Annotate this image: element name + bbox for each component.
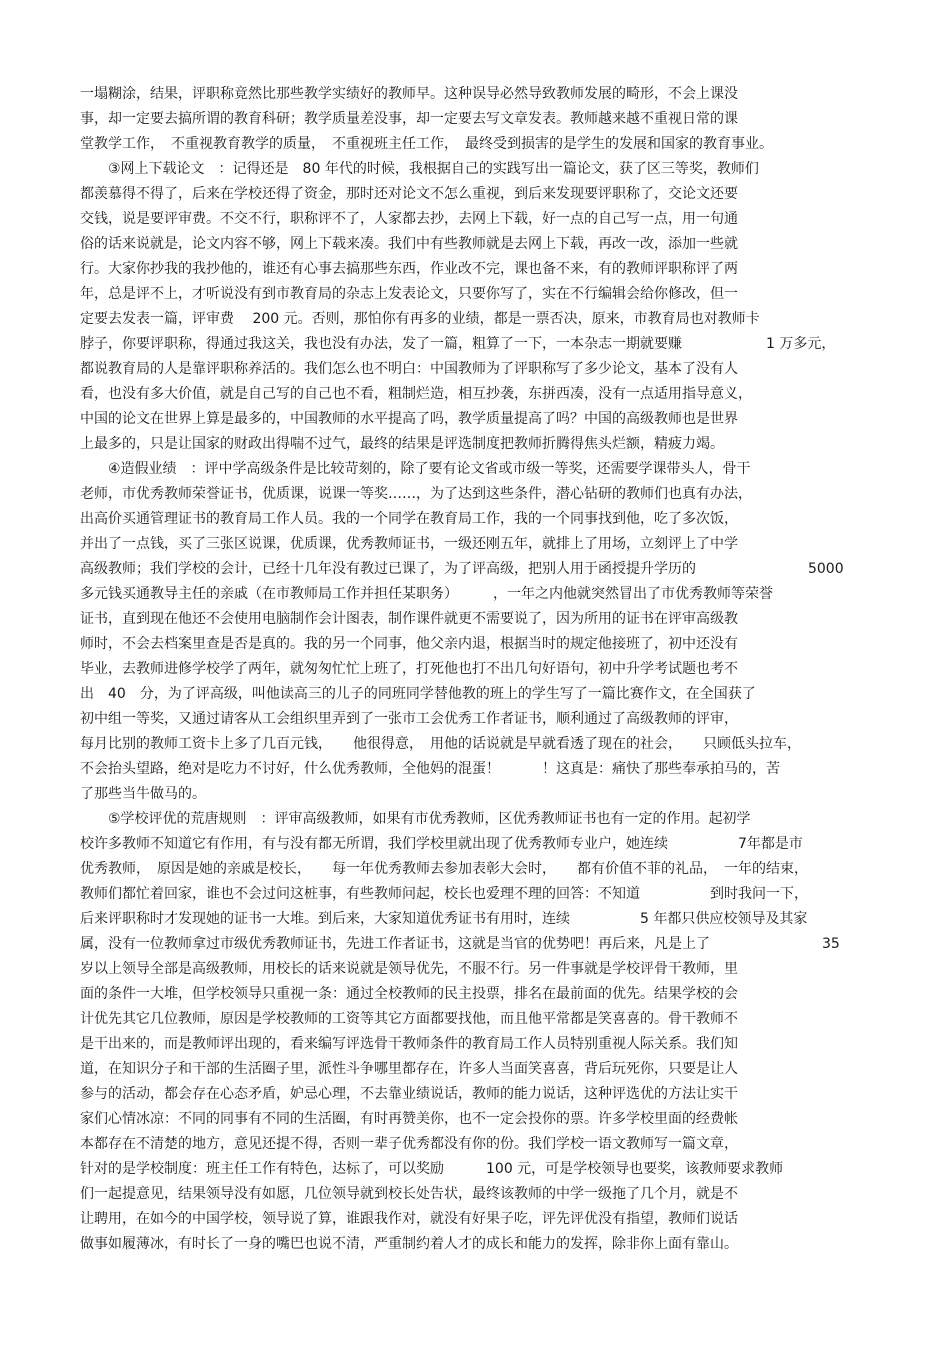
text-line: 毕业，去教师进修学校学了两年，就匆匆忙忙上班了，打死他也打不出几句好语句，初中升学考试题也考不 — [80, 661, 738, 677]
text-line: 校许多教师不知道它有作用，有与没有都无所谓，我们学校里就出现了优秀教师专业户，她连续 7年都是市 — [80, 836, 803, 852]
text-line: 事，却一定要去搞所谓的教育科研；教学质量差没事，却一定要去写文章发表。教师越来越不重视日常的课 — [80, 111, 738, 127]
text-line: 老师，市优秀教师荣誉证书，优质课，说课一等奖……，为了达到这些条件，潜心钻研的教师们也真有办法， — [80, 486, 752, 502]
text-line: 证书，直到现在他还不会使用电脑制作会计图表，制作课件就更不需要说了，因为所用的证书在评审高级教 — [80, 611, 738, 627]
text-line: 初中组一等奖，又通过请客从工会组织里弄到了一张市工会优秀工作者证书，顺利通过了高级教师的评审， — [80, 711, 738, 727]
text-line: 师时，不会去档案里查是否是真的。我的另一个同事，他父亲内退，根据当时的规定他接班了，初中还没有 — [80, 636, 738, 652]
text-line: 脖子，你要评职称，得通过我这关，我也没有办法，发了一篇，粗算了一下，一本杂志一期就要赚 1 万多元， — [80, 336, 836, 352]
text-line: 定要去发表一篇，评审费 200 元。否则，那怕你有再多的业绩，都是一票否决，原来，市教育局也对教师卡 — [80, 311, 760, 327]
text-line: 看，也没有多大价值，就是自己写的自己也不看，粗制烂造，相互抄袭，东拼西凑，没有一点适用指导意义， — [80, 386, 752, 402]
text-line: 年，总是评不上，才听说没有到市教育局的杂志上发表论文，只要你写了，实在不行编辑会给你修改，但一 — [80, 286, 738, 302]
text-line: 堂教学工作， 不重视教育教学的质量， 不重视班主任工作， 最终受到损害的是学生的发展和国家的教育事业。 — [80, 136, 773, 152]
text-line: 上最多的，只是让国家的财政出得喘不过气，最终的结果是评选制度把教师折腾得焦头烂额，精疲力竭。 — [80, 436, 724, 452]
text-line: 道，在知识分子和干部的生活圈子里，派性斗争哪里都存在，许多人当面笑喜喜，背后玩死你，只要是让人 — [80, 1061, 738, 1077]
text-line: 教师们都忙着回家，谁也不会过问这桩事，有些教师问起，校长也爱理不理的回答：不知道 到时我问一下， — [80, 886, 808, 902]
text-line: 是干出来的，而是教师评出现的，看来编写评选骨干教师条件的教育局工作人员特别重视人际关系。我们知 — [80, 1036, 738, 1052]
text-line: 们一起提意见，结果领导没有如愿，几位领导就到校长处告状，最终该教师的中学一级拖了几个月，就是不 — [80, 1186, 738, 1202]
text-line: 都说教育局的人是靠评职称养活的。我们怎么也不明白：中国教师为了评职称写了多少论文，基本了没有人 — [80, 361, 738, 377]
text-line: 面的条件一大堆，但学校领导只重视一条：通过全校教师的民主投票，排名在最前面的优先。结果学校的会 — [80, 986, 738, 1002]
paragraph-heading-line: ③网上下载论文 ：记得还是 80 年代的时候，我根据自己的实践写出一篇论文，获了区三等奖，教师们 — [108, 161, 759, 177]
text-line: 交钱，说是要评审费。不交不行，职称评不了，人家都去抄，去网上下载，好一点的自己写一点，用一句通 — [80, 211, 738, 227]
text-line: 并出了一点钱，买了三张区说课，优质课，优秀教师证书，一级还刚五年，就排上了用场，立刻评上了中学 — [80, 536, 738, 552]
text-line: 出 40 分，为了评高级，叫他读高三的儿子的同班同学替他教的班上的学生写了一篇比赛作文，在全国获了 — [80, 686, 756, 702]
text-line: 岁以上领导全部是高级教师，用校长的话来说就是领导优先，不服不行。另一件事就是学校评骨干教师，里 — [80, 961, 738, 977]
text-line: 不会抬头望路，绝对是吃力不讨好，什么优秀教师，全他妈的混蛋！ ！这真是：痛快了那些奉承拍马的，苦 — [80, 761, 780, 777]
text-line: 计优先其它几位教师，原因是学校教师的工资等其它方面都要找他，而且他平常都是笑喜喜的。骨干教师不 — [80, 1011, 738, 1027]
text-line: 优秀教师， 原因是她的亲戚是校长， 每一年优秀教师去参加表彰大会时， 都有价值不菲的礼品， 一年的结束， — [80, 861, 808, 877]
text-line: 中国的论文在世界上算是最多的，中国教师的水平提高了吗，教学质量提高了吗？中国的高级教师也是世界 — [80, 411, 738, 427]
text-line: 一塌糊涂，结果，评职称竟然比那些教学实绩好的教师早。这种误导必然导致教师发展的畸形，不会上课没 — [80, 86, 738, 102]
text-line: 每月比别的教师工资卡上多了几百元钱， 他很得意， 用他的话说就是早就看透了现在的社会， 只顾低头拉车， — [80, 736, 801, 752]
text-line: 高级教师；我们学校的会计，已经十几年没有教过已课了，为了评高级，把别人用于函授提升学历的 5000 — [80, 561, 844, 577]
text-line: 本都存在不清楚的地方，意见还提不得，否则一辈子优秀都没有你的份。我们学校一语文教师写一篇文章， — [80, 1136, 738, 1152]
text-line: 属，没有一位教师拿过市级优秀教师证书，先进工作者证书，这就是当官的优势吧！再后来，凡是上了 35 — [80, 936, 840, 952]
text-line: 后来评职称时才发现她的证书一大堆。到后来，大家知道优秀证书有用时，连续 5 年都只供应校领导及其家 — [80, 911, 808, 927]
text-line: 家们心情冰凉：不同的同事有不同的生活圈，有时再赞美你，也不一定会投你的票。许多学校里面的经费帐 — [80, 1111, 738, 1127]
text-line: 了那些当牛做马的。 — [80, 786, 206, 802]
text-line: 做事如履薄冰，有时长了一身的嘴巴也说不清，严重制约着人才的成长和能力的发挥，除非你上面有靠山。 — [80, 1236, 738, 1252]
text-line: 出高价买通管理证书的教育局工作人员。我的一个同学在教育局工作，我的一个同事找到他，吃了多次饭， — [80, 511, 738, 527]
text-line: 多元钱买通教导主任的亲戚（在市教师局工作并担任某职务） ，一年之内他就突然冒出了市优秀教师等荣誉 — [80, 586, 773, 602]
text-line: 俗的话来说就是，论文内容不够，网上下载来凑。我们中有些教师就是去网上下载，再改一改，添加一些就 — [80, 236, 738, 252]
text-line: 行。大家你抄我的我抄他的，谁还有心事去搞那些东西，作业改不完，课也备不来，有的教师评职称评了两 — [80, 261, 738, 277]
paragraph-heading-line: ④造假业绩 ：评中学高级条件是比较苛刻的，除了要有论文省或市级一等奖，还需要学课带头人，骨干 — [108, 461, 751, 477]
paragraph-heading-line: ⑤学校评优的荒唐规则 ：评审高级教师，如果有市优秀教师，区优秀教师证书也有一定的作用。起初学 — [108, 811, 751, 827]
text-line: 让聘用，在如今的中国学校，领导说了算，谁跟我作对，就没有好果子吃，评先评优没有指望，教师们说话 — [80, 1211, 738, 1227]
text-line: 针对的是学校制度：班主任工作有特色，达标了，可以奖励 100 元，可是学校领导也要奖，该教师要求教师 — [80, 1161, 784, 1177]
text-line: 都羡慕得不得了，后来在学校还得了资金，那时还对论文不怎么重视，到后来发现要评职称了，交论文还要 — [80, 186, 738, 202]
text-line: 参与的活动，都会存在心态矛盾，妒忌心理，不去靠业绩说话，教师的能力说话，这种评选优的方法让实干 — [80, 1086, 738, 1102]
